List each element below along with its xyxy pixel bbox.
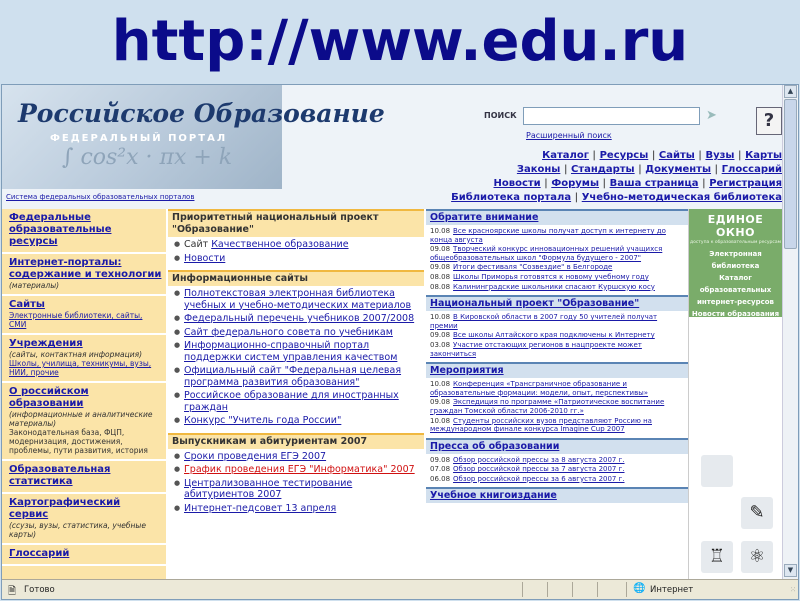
search-go-icon[interactable]: ➤ bbox=[706, 108, 717, 123]
news-section-header[interactable]: Мероприятия bbox=[426, 362, 688, 378]
left-section-title[interactable]: Картографический сервис bbox=[9, 497, 121, 520]
middle-link[interactable]: Сроки проведения ЕГЭ 2007 bbox=[184, 450, 327, 462]
news-item bbox=[430, 398, 686, 415]
news-date: 10.08 bbox=[430, 380, 451, 389]
news-link[interactable]: Студенты российских вузов представляют Россию на международном финале конкурса Imagine Cup 2007 bbox=[430, 416, 652, 434]
middle-link[interactable]: Официальный сайт "Федеральная целевая программа развития образования" bbox=[184, 365, 402, 388]
middle-link-item bbox=[172, 239, 422, 251]
nav-link[interactable]: Вузы bbox=[705, 150, 735, 161]
status-divider bbox=[626, 582, 627, 597]
status-divider bbox=[572, 582, 573, 597]
news-date: 09.08 bbox=[430, 331, 451, 340]
middle-link-item bbox=[172, 451, 422, 463]
promo-link[interactable]: Каталог образовательных интернет-ресурсов bbox=[697, 274, 774, 306]
nav-link[interactable]: Учебно-методическая библиотека bbox=[581, 192, 782, 203]
news-date: 09.08 bbox=[430, 263, 451, 272]
middle-link-item bbox=[172, 288, 422, 311]
left-section-title[interactable]: Федеральные образовательные ресурсы bbox=[9, 212, 112, 247]
status-text: Готово bbox=[24, 585, 55, 595]
help-button[interactable]: ? bbox=[756, 107, 782, 135]
news-date: 10.08 bbox=[430, 416, 451, 425]
left-section-note: (сайты, контактная информация) bbox=[9, 350, 143, 359]
page-done-icon: 🗎 bbox=[8, 586, 17, 597]
status-divider bbox=[547, 582, 548, 597]
middle-section-header: Приоритетный национальный проект "Образование" bbox=[168, 209, 424, 237]
news-item bbox=[430, 475, 686, 484]
middle-link[interactable]: Федеральный перечень учебников 2007/2008 bbox=[184, 313, 415, 324]
internet-zone-text: Интернет bbox=[650, 585, 694, 595]
nav-separator: | bbox=[571, 192, 582, 203]
news-list bbox=[426, 311, 688, 362]
portal-logo-subtitle: ФЕДЕРАЛЬНЫЙ ПОРТАЛ bbox=[50, 133, 228, 144]
left-navigation-column bbox=[2, 209, 166, 579]
news-date: 10.08 bbox=[430, 227, 451, 235]
left-section bbox=[2, 209, 166, 254]
promo-link[interactable]: Новости образования bbox=[691, 310, 780, 318]
news-date: 08.08 bbox=[430, 272, 451, 281]
scrollbar-thumb[interactable] bbox=[784, 99, 797, 249]
promo-title: ЕДИНОЕ ОКНО bbox=[707, 213, 764, 239]
news-date: 08.08 bbox=[430, 282, 451, 291]
news-item bbox=[430, 456, 686, 465]
nav-separator: | bbox=[540, 178, 552, 189]
middle-link[interactable]: Качественное образование bbox=[211, 239, 349, 250]
middle-link-item bbox=[172, 327, 422, 339]
left-section bbox=[2, 545, 166, 566]
middle-link-item bbox=[172, 390, 422, 413]
nav-link[interactable]: Стандарты bbox=[570, 164, 635, 175]
internet-zone-icon: 🌐 bbox=[633, 583, 646, 594]
nav-link[interactable]: Библиотека портала bbox=[451, 192, 572, 203]
middle-link-item bbox=[172, 340, 422, 363]
middle-links-column bbox=[168, 209, 424, 579]
left-section bbox=[2, 254, 166, 296]
link-prefix: Сайт bbox=[184, 239, 212, 250]
nav-separator: | bbox=[698, 178, 710, 189]
news-item bbox=[430, 227, 686, 244]
graduate-icon[interactable]: ♖ bbox=[701, 541, 733, 573]
portal-logo-title: Российское Образование bbox=[18, 99, 385, 128]
news-link[interactable]: Творческий конкурс инновационных решений учащихся общеобразовательных школ "Формула будущего - 2007" bbox=[430, 245, 663, 262]
promo-link[interactable]: Глоссарий bbox=[714, 322, 757, 330]
news-item bbox=[430, 417, 686, 434]
single-window-promo bbox=[688, 209, 782, 579]
news-link[interactable]: Обзор российской прессы за 8 августа 2007 г. bbox=[453, 455, 625, 464]
resize-grip-icon[interactable]: ⁙ bbox=[790, 586, 796, 594]
left-section-title[interactable]: Сайты bbox=[9, 299, 45, 310]
left-section-title[interactable]: Учреждения bbox=[9, 338, 83, 349]
nav-row-2 bbox=[517, 164, 782, 175]
nav-row-3 bbox=[494, 178, 782, 189]
promo-subtitle: доступа к образовательным ресурсам bbox=[689, 240, 782, 245]
news-link[interactable]: Экспедиция по программе «Патриотическое воспитание граждан Томской области 2006-2010 гг.» bbox=[430, 398, 665, 415]
news-link[interactable]: Итоги фестиваля "Созвездие" в Белгороде bbox=[453, 263, 613, 272]
middle-section-header: Информационные сайты bbox=[168, 270, 424, 286]
middle-link-item bbox=[172, 415, 422, 427]
news-section-header[interactable]: Учебное книгоиздание bbox=[426, 487, 688, 503]
news-link[interactable]: Калининградские школьники спасают Куршскую косу bbox=[453, 282, 655, 291]
middle-link[interactable]: Централизованное тестирование абитуриентов 2007 bbox=[184, 477, 353, 500]
slide-title: http://www.edu.ru bbox=[111, 9, 689, 74]
left-section-links[interactable]: Электронные библиотеки, сайты, СМИ bbox=[9, 311, 143, 329]
news-item bbox=[430, 273, 686, 282]
middle-link-item bbox=[172, 478, 422, 501]
middle-link-list bbox=[168, 286, 424, 433]
status-bar bbox=[2, 579, 798, 599]
nav-link[interactable]: Глоссарий bbox=[721, 164, 782, 175]
nav-link[interactable]: Каталог bbox=[542, 150, 589, 161]
middle-link[interactable]: Интернет-педсовет 13 апреля bbox=[184, 502, 337, 514]
left-section-title[interactable]: Глоссарий bbox=[9, 548, 70, 559]
middle-link-item bbox=[172, 365, 422, 388]
middle-link[interactable]: Российское образование для иностранных граждан bbox=[184, 390, 399, 413]
left-section bbox=[2, 461, 166, 494]
nav-separator: | bbox=[588, 150, 600, 161]
browser-window bbox=[1, 84, 799, 600]
news-link[interactable]: Обзор российской прессы за 7 августа 2007 г. bbox=[453, 465, 625, 474]
formula-decoration: ∫ cos²x · πx + k bbox=[62, 145, 233, 170]
news-item bbox=[430, 283, 686, 292]
news-section-header[interactable]: Обратите внимание bbox=[426, 209, 688, 225]
news-link[interactable]: Все школы Алтайского края подключены к Интернету bbox=[453, 331, 655, 340]
middle-link[interactable]: Полнотекстовая электронная библиотека учебных и учебно-методических материалов bbox=[184, 288, 412, 311]
scroll-up-icon[interactable]: ▲ bbox=[784, 85, 797, 98]
status-divider bbox=[522, 582, 523, 597]
left-section bbox=[2, 383, 166, 461]
news-date: 03.08 bbox=[430, 340, 451, 349]
news-item bbox=[430, 263, 686, 272]
left-section-subtitle bbox=[9, 281, 162, 290]
left-section-topics[interactable]: Законодательная база, ФЦП, модернизация, достижения, проблемы, пути развития, история bbox=[9, 428, 148, 455]
portal-logo-banner[interactable] bbox=[2, 85, 385, 189]
middle-section-header: Выпускникам и абитуриентам 2007 bbox=[168, 433, 424, 449]
left-section-subtitle bbox=[9, 311, 162, 329]
nav-link[interactable]: Ресурсы bbox=[599, 150, 649, 161]
left-section-title[interactable]: Образовательная статистика bbox=[9, 464, 111, 487]
single-window-banner[interactable] bbox=[689, 209, 782, 330]
middle-link-item bbox=[172, 313, 422, 325]
left-section-title[interactable]: О российском образовании bbox=[9, 386, 89, 409]
promo-link[interactable]: Электронная библиотека bbox=[709, 250, 762, 270]
nav-separator: | bbox=[634, 164, 646, 175]
news-list bbox=[426, 454, 688, 488]
nav-link[interactable]: Новости bbox=[493, 178, 541, 189]
left-section-subtitle bbox=[9, 521, 162, 539]
news-link[interactable]: Все красноярские школы получат доступ к интернету до конца августа bbox=[430, 227, 666, 244]
middle-link[interactable]: Конкурс "Учитель года России" bbox=[184, 415, 342, 426]
news-item bbox=[430, 380, 686, 397]
news-item bbox=[430, 313, 686, 330]
news-section-header[interactable]: Пресса об образовании bbox=[426, 438, 688, 454]
left-section-note: (ссузы, вузы, статистика, учебные карты) bbox=[9, 521, 146, 539]
status-divider bbox=[597, 582, 598, 597]
pencil-icon[interactable]: ✎ bbox=[741, 497, 773, 529]
news-link[interactable]: Обзор российской прессы за 6 августа 2007 г. bbox=[453, 474, 625, 483]
left-section-title[interactable]: Интернет-порталы: содержание и технологии bbox=[9, 257, 162, 280]
scroll-down-icon[interactable]: ▼ bbox=[784, 564, 797, 577]
news-list bbox=[426, 378, 688, 438]
news-item bbox=[430, 465, 686, 474]
news-date: 09.08 bbox=[430, 398, 451, 407]
news-link[interactable]: Школы Приморья готовятся к новому учебному году bbox=[453, 272, 649, 281]
news-date: 09.08 bbox=[430, 455, 451, 464]
vertical-scrollbar[interactable] bbox=[782, 85, 798, 579]
left-section-subtitle bbox=[9, 350, 162, 377]
left-section bbox=[2, 296, 166, 335]
middle-link[interactable]: Информационно-справочный портал поддержки систем управления качеством bbox=[184, 340, 398, 363]
nav-link[interactable]: Законы bbox=[516, 164, 561, 175]
left-section-note: (информационные и аналитические материалы) bbox=[9, 410, 153, 428]
nav-link[interactable]: Карты bbox=[745, 150, 782, 161]
nav-link[interactable]: Сайты bbox=[658, 150, 695, 161]
news-date: 09.08 bbox=[430, 245, 451, 254]
nav-separator: | bbox=[648, 150, 659, 161]
middle-link-item bbox=[172, 464, 422, 476]
news-item bbox=[430, 245, 686, 262]
news-link[interactable]: Участие отстающих регионов в нацпроекте может закончиться bbox=[430, 340, 642, 358]
news-column bbox=[426, 209, 688, 579]
nav-separator: | bbox=[560, 164, 571, 175]
middle-link[interactable]: Новости bbox=[184, 252, 226, 264]
nav-separator: | bbox=[734, 150, 746, 161]
search-label: ПОИСК bbox=[484, 111, 517, 120]
news-link[interactable]: В Кировской области в 2007 году 50 учителей получат премии bbox=[430, 313, 658, 330]
news-item bbox=[430, 331, 686, 340]
nav-row-1 bbox=[542, 150, 782, 161]
news-section-header[interactable]: Национальный проект "Образование" bbox=[426, 295, 688, 311]
nav-separator: | bbox=[694, 150, 706, 161]
nav-link[interactable]: Документы bbox=[645, 164, 712, 175]
advanced-search-link[interactable]: Расширенный поиск bbox=[526, 131, 612, 140]
news-date: 06.08 bbox=[430, 474, 451, 483]
left-section bbox=[2, 494, 166, 545]
search-input[interactable] bbox=[523, 107, 700, 125]
middle-link-list bbox=[168, 449, 424, 521]
portal-header bbox=[2, 85, 798, 209]
nav-separator: | bbox=[711, 164, 722, 175]
federal-portals-link[interactable]: Система федеральных образовательных порталов bbox=[6, 193, 195, 201]
left-section-note: (материалы) bbox=[9, 281, 60, 290]
promo-image-icon[interactable] bbox=[701, 455, 733, 487]
left-section-subtitle bbox=[9, 410, 162, 455]
middle-link-list bbox=[168, 237, 424, 270]
nav-link[interactable]: Ваша страница bbox=[609, 178, 699, 189]
left-section-links[interactable]: Школы, училища, техникумы, вузы, НИИ, прочие bbox=[9, 359, 152, 377]
nav-link[interactable]: Форумы bbox=[551, 178, 599, 189]
nav-link[interactable]: Регистрация bbox=[709, 178, 782, 189]
news-item bbox=[430, 341, 686, 358]
atom-icon[interactable]: ⚛ bbox=[741, 541, 773, 573]
news-date: 10.08 bbox=[430, 313, 451, 322]
left-section bbox=[2, 335, 166, 383]
middle-link-item bbox=[172, 503, 422, 515]
news-date: 07.08 bbox=[430, 465, 451, 474]
nav-row-4 bbox=[451, 192, 782, 203]
news-list bbox=[426, 225, 688, 295]
news-link[interactable]: Конференция «Трансграничное образование и образовательные формации: модели, опыт, перспективы» bbox=[430, 380, 649, 397]
middle-link[interactable]: График проведения ЕГЭ "Информатика" 2007 bbox=[184, 464, 415, 475]
middle-link[interactable]: Сайт федерального совета по учебникам bbox=[184, 326, 393, 338]
promo-links bbox=[689, 248, 782, 332]
middle-link-item bbox=[172, 253, 422, 265]
nav-separator: | bbox=[599, 178, 610, 189]
